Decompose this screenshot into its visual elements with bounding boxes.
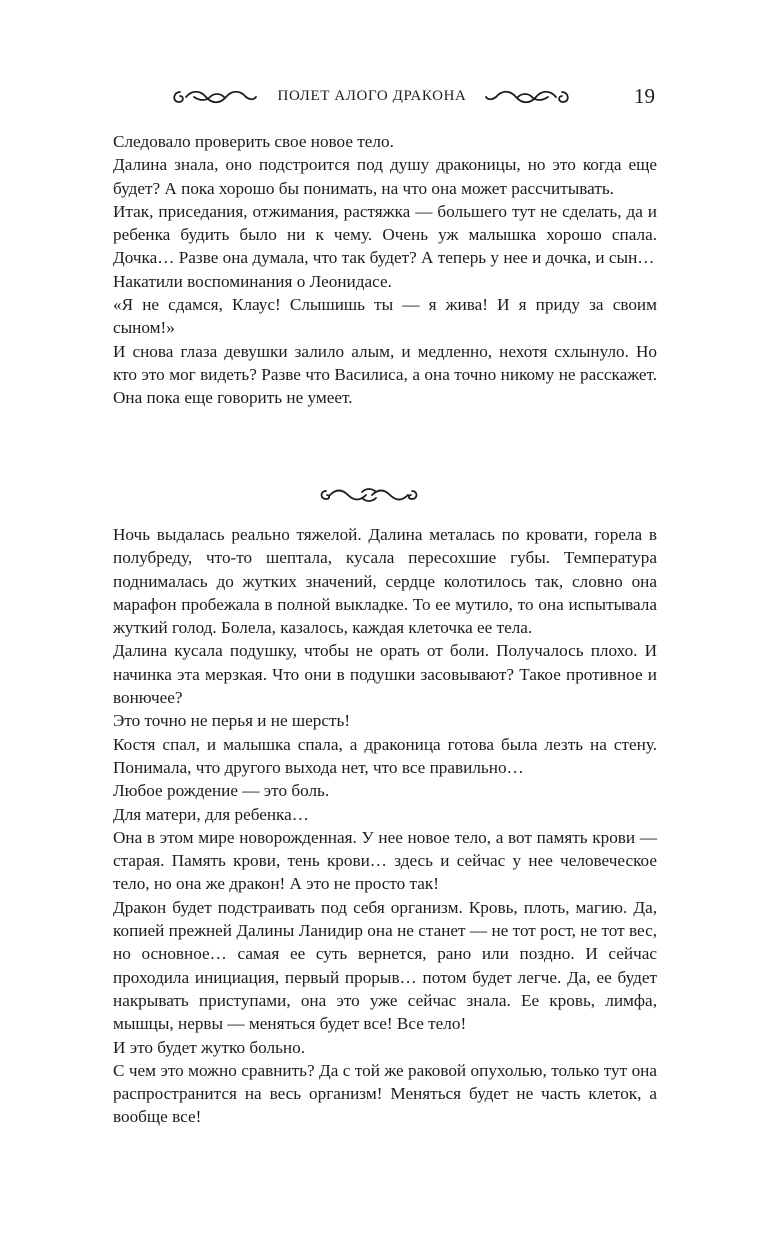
paragraph: Дракон будет подстраивать под себя организм. Кровь, плоть, магию. Да, копией прежней Далины Ланидир она не станет — не тот рост, не тот вес, но основное… самая ее суть вернется, рано или поздно. И сейчас проходила инициация, первый прорыв… потом будет легче. Да, ее будет накрывать приступами, она это уже сейчас знала. Ее кровь, лимфа, мышцы, нервы — меняться будет все! Все тело! xyxy=(113,897,657,1034)
body-text-section-2 xyxy=(113,523,657,1129)
paragraph: Далина кусала подушку, чтобы не орать от боли. Получалось плохо. И начинка эта мерзкая. Что они в подушки засовывают? Такое противное и вонючее? xyxy=(113,641,657,708)
paragraph: «Я не сдамся, Клаус! Слышишь ты — я жива! И я приду за своим сыном!» xyxy=(113,295,657,338)
paragraph: Костя спал, и малышка спала, а драконица готова была лезть на стену. Понимала, что другого выхода нет, что все правильно… xyxy=(113,734,657,777)
paragraph: Накатили воспоминания о Леонидасе. xyxy=(113,271,392,291)
paragraph: Для матери, для ребенка… xyxy=(113,804,309,824)
paragraph: Она в этом мире новорожденная. У нее новое тело, а вот память крови — старая. Память крови, тень крови… здесь и сейчас у нее человеческое тело, но она же дракон! А это не просто так! xyxy=(113,827,657,894)
body-text-section-1 xyxy=(113,130,657,410)
paragraph: Любое рождение — это боль. xyxy=(113,781,330,801)
running-header xyxy=(112,80,657,116)
section-divider-ornament-icon xyxy=(318,484,420,506)
paragraph: Далина знала, оно подстроится под душу драконицы, но это когда еще будет? А пока хорошо бы понимать, на что она может рассчитывать. xyxy=(113,155,657,198)
page-number: 19 xyxy=(634,84,655,108)
paragraph: Это точно не перья и не шерсть! xyxy=(113,711,351,731)
book-title: ПОЛЕТ АЛОГО ДРАКОНА xyxy=(277,88,467,104)
paragraph: С чем это можно сравнить? Да с той же раковой опухолью, только тут она распространится на весь организм! Меняться будет не часть клеток, а вообще все! xyxy=(113,1060,657,1127)
paragraph: И это будет жутко больно. xyxy=(113,1037,306,1057)
scroll-ornament-icon xyxy=(482,86,572,108)
scroll-ornament-icon xyxy=(170,86,260,108)
paragraph: Следовало проверить свое новое тело. xyxy=(113,132,394,151)
paragraph: Ночь выдалась реально тяжелой. Далина металась по кровати, горела в полубреду, что-то шептала, кусала пересохшие губы. Температура поднималась до жутких значений, сердце колотилось так, словно она марафон пробежала в полной выкладке. То ее мутило, то она испытывала жуткий голод. Болела, казалось, каждая клеточка ее тела. xyxy=(113,525,657,638)
paragraph: И снова глаза девушки залило алым, и медленно, нехотя схлынуло. Но кто это мог видеть? Разве что Василиса, а она точно никому не расскажет. Она пока еще говорить не умеет. xyxy=(113,341,657,408)
paragraph: Итак, приседания, отжимания, растяжка — большего тут не сделать, да и ребенка будить было ни к чему. Очень уж малышка хорошо спала. Дочка… Разве она думала, что так будет? А теперь у нее и дочка, и сын… xyxy=(113,201,657,268)
